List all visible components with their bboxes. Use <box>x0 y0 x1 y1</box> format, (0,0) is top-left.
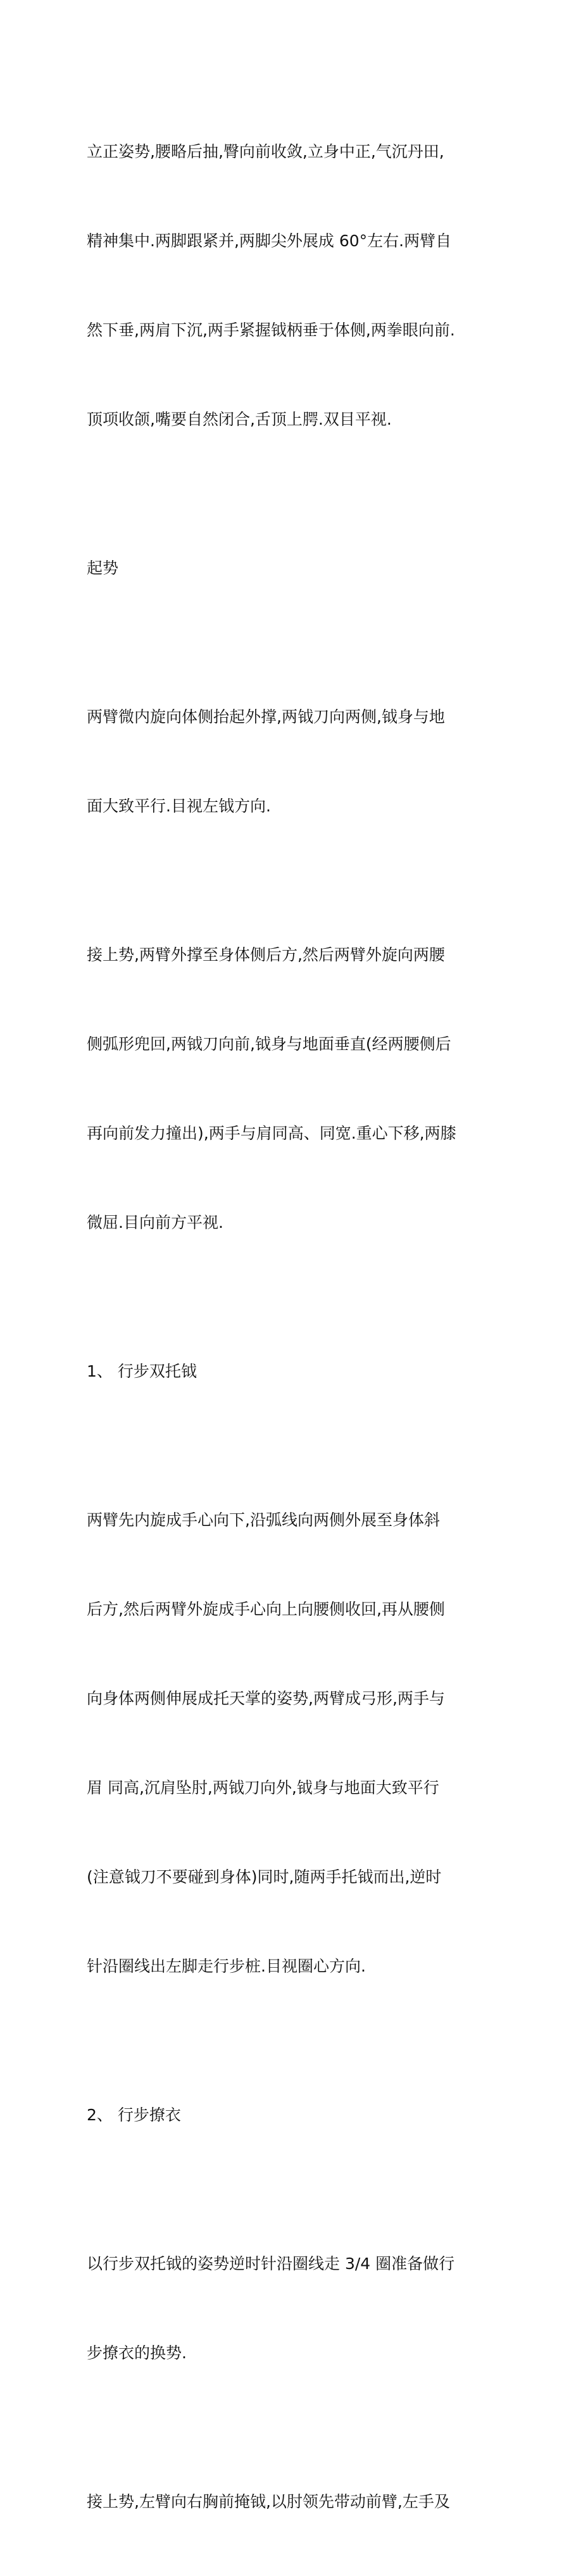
heading-text: 起势 <box>87 559 119 577</box>
text-line: 微屈.目向前方平视. <box>87 1213 223 1232</box>
text-line: 后方,然后两臂外旋成手心向上向腰侧收回,再从腰侧 <box>87 1600 445 1618</box>
section-heading-1 <box>87 1297 492 1446</box>
paragraph-section-2b <box>87 2427 492 2576</box>
text-line: 向身体两侧伸展成托天掌的姿势,两臂成弓形,两手与 <box>87 1689 445 1708</box>
text-line: 再向前发力撞出),两手与肩同高、同宽.重心下移,两膝 <box>87 1124 456 1142</box>
text-line: 步撩衣的换势. <box>87 2344 187 2362</box>
section-heading-2 <box>87 2041 492 2189</box>
text-line: 以行步双托钺的姿势逆时针沿圈线走 3/4 圈准备做行 <box>87 2254 455 2273</box>
text-line: 精神集中.两脚跟紧并,两脚尖外展成 60°左右.两臂自 <box>87 232 452 250</box>
paragraph-section-1 <box>87 1446 492 2041</box>
text-line: (注意钺刀不要碰到身体)同时,随两手托钺而出,逆时 <box>87 1868 442 1886</box>
text-line: 接上势,左臂向右胸前掩钺,以肘领先带动前臂,左手及 <box>87 2492 450 2511</box>
text-line: 侧弧形兜回,两钺刀向前,钺身与地面垂直(经两腰侧后 <box>87 1035 451 1053</box>
paragraph-section-2a <box>87 2189 492 2427</box>
text-line: 两臂先内旋成手心向下,沿弧线向两侧外展至身体斜 <box>87 1511 440 1529</box>
text-line: 两臂微内旋向体侧抬起外撑,两钺刀向两侧,钺身与地 <box>87 708 445 726</box>
text-line: 然下垂,两肩下沉,两手紧握钺柄垂于体侧,两拳眼向前. <box>87 321 455 339</box>
paragraph-opening-1 <box>87 642 492 880</box>
document-page <box>87 77 492 2576</box>
paragraph-opening-2 <box>87 880 492 1297</box>
text-line: 接上势,两臂外撑至身体侧后方,然后两臂外旋向两腰 <box>87 946 445 964</box>
paragraph-stance <box>87 77 492 494</box>
section-heading-opening <box>87 494 492 642</box>
heading-text: 1、 行步双托钺 <box>87 1362 197 1380</box>
text-line: 针沿圈线出左脚走行步桩.目视圈心方向. <box>87 1957 366 1975</box>
text-line: 面大致平行.目视左钺方向. <box>87 797 271 815</box>
text-line: 顶项收颌,嘴要自然闭合,舌顶上腭.双目平视. <box>87 410 392 428</box>
text-line: 立正姿势,腰略后抽,臀向前收敛,立身中正,气沉丹田, <box>87 142 444 161</box>
text-line: 眉 同高,沉肩坠肘,两钺刀向外,钺身与地面大致平行 <box>87 1779 439 1797</box>
heading-text: 2、 行步撩衣 <box>87 2106 181 2124</box>
